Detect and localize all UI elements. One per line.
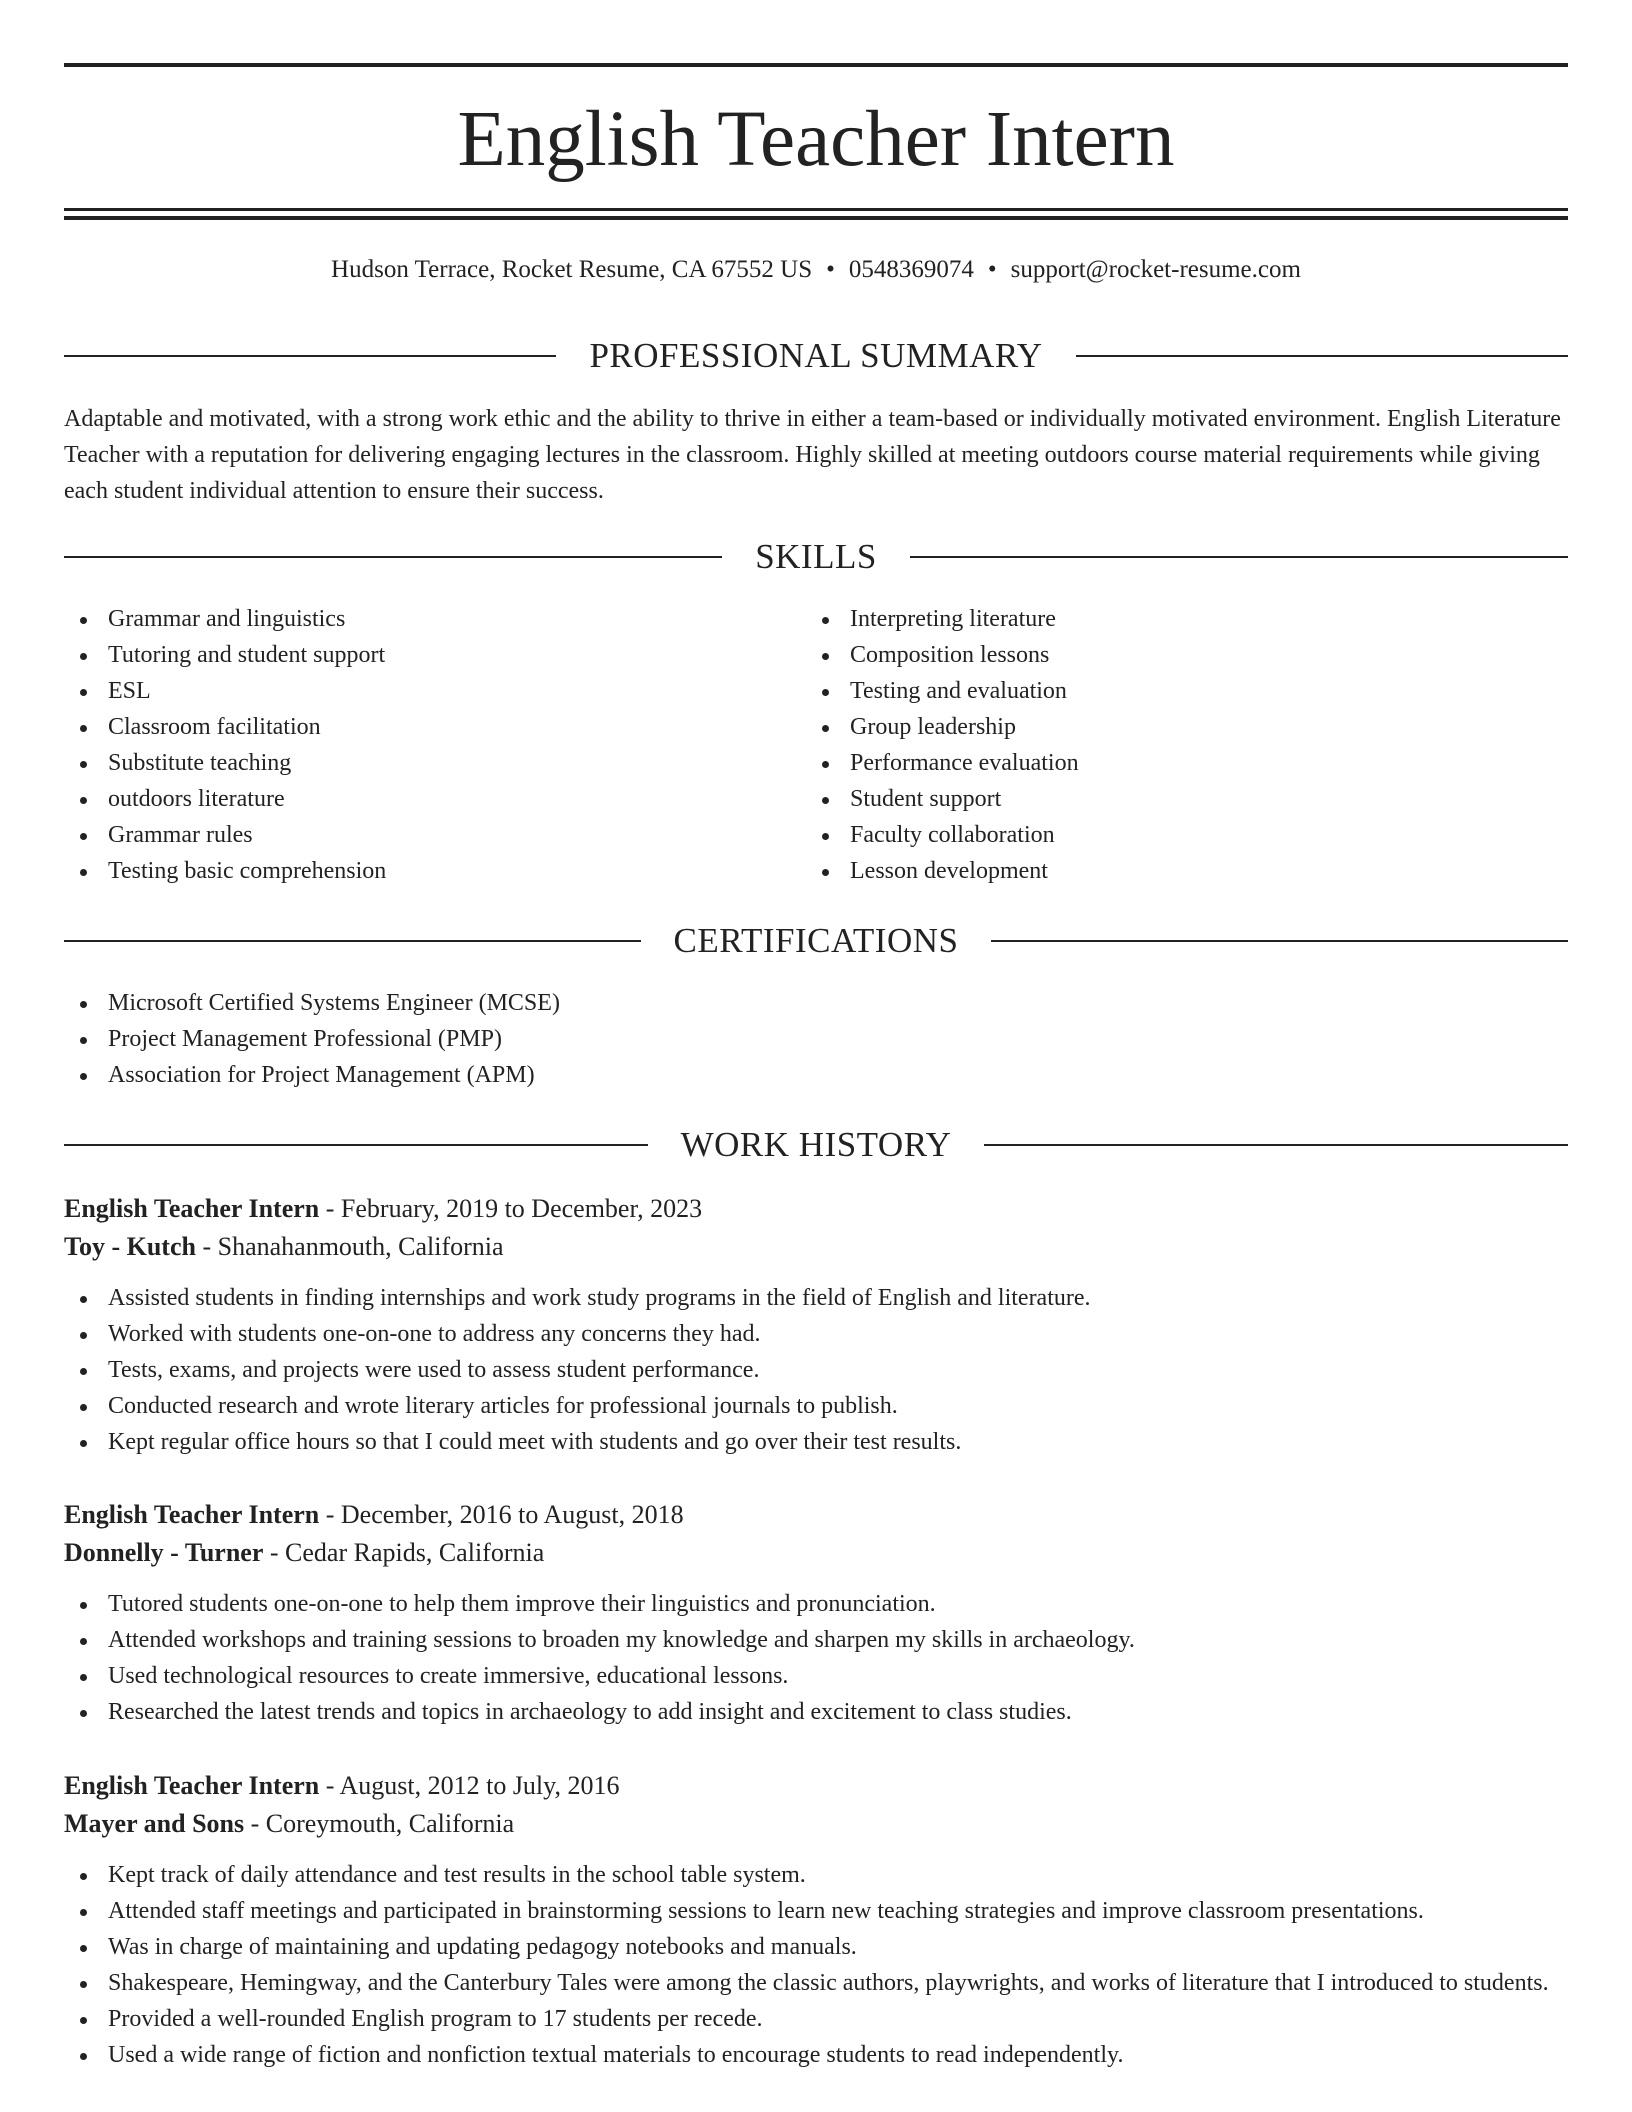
- job-entry: [64, 1190, 1568, 1460]
- job-bullet: Attended workshops and training sessions to broaden my knowledge and sharpen my skills in archaeology.: [64, 1622, 1568, 1658]
- job-company-line: [64, 1228, 1568, 1266]
- certification-item: Microsoft Certified Systems Engineer (MCSE): [64, 985, 1568, 1021]
- contact-separator: •: [826, 256, 835, 283]
- job-company: Mayer and Sons: [64, 1809, 245, 1838]
- job-bullet: Attended staff meetings and participated in brainstorming sessions to learn new teaching strategies and improve classroom presentations.: [64, 1893, 1568, 1929]
- skill-item: outdoors literature: [64, 781, 804, 817]
- top-rule: [64, 63, 1568, 67]
- job-bullet: Worked with students one-on-one to address any concerns they had.: [64, 1316, 1568, 1352]
- job-company-line: [64, 1534, 1568, 1572]
- section-title-work-history: WORK HISTORY: [680, 1125, 952, 1164]
- job-bullet: Researched the latest trends and topics in archaeology to add insight and excitement to class studies.: [64, 1694, 1568, 1730]
- section-title-summary: PROFESSIONAL SUMMARY: [589, 336, 1043, 375]
- skill-item: Testing and evaluation: [806, 673, 1546, 709]
- job-bullets: [64, 1586, 1568, 1730]
- job-dates: - February, 2019 to December, 2023: [319, 1194, 703, 1223]
- job-title-line: [64, 1767, 1568, 1805]
- resume-name: English Teacher Intern: [457, 96, 1175, 183]
- skill-item: Composition lessons: [806, 637, 1546, 673]
- section-title-skills: SKILLS: [755, 537, 877, 576]
- summary-text: Adaptable and motivated, with a strong work ethic and the ability to thrive in either a team-based or individually motivated environment. English Literature Teacher with a reputation for delivering engaging lectures in the classroom. Highly skilled at meeting outdoors course material requirements while giving each student individual attention to ensure their success.: [64, 406, 1561, 504]
- job-bullets: [64, 1280, 1568, 1460]
- skill-item: Classroom facilitation: [64, 709, 804, 745]
- skill-item: Grammar rules: [64, 817, 804, 853]
- job-bullet: Tutored students one-on-one to help them improve their linguistics and pronunciation.: [64, 1586, 1568, 1622]
- contact-phone: 0548369074: [848, 256, 974, 283]
- skills-list-left: [64, 601, 804, 889]
- section-header-summary: [64, 336, 1568, 376]
- job-title: English Teacher Intern: [64, 1194, 320, 1223]
- job-bullet: Used technological resources to create immersive, educational lessons.: [64, 1658, 1568, 1694]
- job-bullet: Kept regular office hours so that I could meet with students and go over their test results.: [64, 1424, 1568, 1460]
- job-location: - Shanahanmouth, California: [195, 1232, 504, 1261]
- skill-item: Lesson development: [806, 853, 1546, 889]
- job-entry: [64, 1767, 1568, 2073]
- header-double-rule: [64, 208, 1568, 220]
- skill-item: Testing basic comprehension: [64, 853, 804, 889]
- skill-item: Substitute teaching: [64, 745, 804, 781]
- section-title-certifications: CERTIFICATIONS: [673, 921, 959, 960]
- certification-item: Association for Project Management (APM): [64, 1057, 1568, 1093]
- contact-address: Hudson Terrace, Rocket Resume, CA 67552 US: [331, 256, 813, 283]
- skills-list-right: [806, 601, 1546, 889]
- section-header-skills: [64, 537, 1568, 577]
- skill-item: Faculty collaboration: [806, 817, 1546, 853]
- job-title-line: [64, 1496, 1568, 1534]
- skill-item: Grammar and linguistics: [64, 601, 804, 637]
- job-bullet: Kept track of daily attendance and test results in the school table system.: [64, 1857, 1568, 1893]
- skill-item: Tutoring and student support: [64, 637, 804, 673]
- contact-separator: •: [987, 256, 997, 283]
- section-header-certifications: [64, 921, 1568, 961]
- job-company-line: [64, 1805, 1568, 1843]
- job-bullet: Was in charge of maintaining and updating pedagogy notebooks and manuals.: [64, 1929, 1568, 1965]
- job-location: - Cedar Rapids, California: [263, 1538, 545, 1567]
- skill-item: Student support: [806, 781, 1546, 817]
- job-title: English Teacher Intern: [64, 1771, 320, 1800]
- section-header-work-history: [64, 1125, 1568, 1165]
- certifications-list: [64, 985, 1568, 1093]
- job-entry: [64, 1496, 1568, 1730]
- job-bullet: Used a wide range of fiction and nonfiction textual materials to encourage students to read independently.: [64, 2037, 1568, 2073]
- skill-item: Interpreting literature: [806, 601, 1546, 637]
- job-bullet: Assisted students in finding internships and work study programs in the field of English and literature.: [64, 1280, 1568, 1316]
- skill-item: Group leadership: [806, 709, 1546, 745]
- contact-email: support@rocket-resume.com: [1010, 256, 1301, 283]
- job-bullet: Tests, exams, and projects were used to assess student performance.: [64, 1352, 1568, 1388]
- job-dates: - August, 2012 to July, 2016: [319, 1771, 620, 1800]
- job-location: - Coreymouth, California: [244, 1809, 515, 1838]
- job-company: Donnelly - Turner: [64, 1538, 264, 1567]
- job-bullets: [64, 1857, 1568, 2073]
- skill-item: ESL: [64, 673, 804, 709]
- job-bullet: Conducted research and wrote literary articles for professional journals to publish.: [64, 1388, 1568, 1424]
- job-company: Toy - Kutch: [64, 1232, 196, 1261]
- job-title-line: [64, 1190, 1568, 1228]
- certification-item: Project Management Professional (PMP): [64, 1021, 1568, 1057]
- job-bullet: Shakespeare, Hemingway, and the Canterbury Tales were among the classic authors, playwrights, and works of literature that I introduced to students.: [64, 1965, 1568, 2001]
- skill-item: Performance evaluation: [806, 745, 1546, 781]
- job-title: English Teacher Intern: [64, 1500, 320, 1529]
- job-dates: - December, 2016 to August, 2018: [319, 1500, 684, 1529]
- job-bullet: Provided a well-rounded English program to 17 students per recede.: [64, 2001, 1568, 2037]
- contact-line: [64, 255, 1568, 285]
